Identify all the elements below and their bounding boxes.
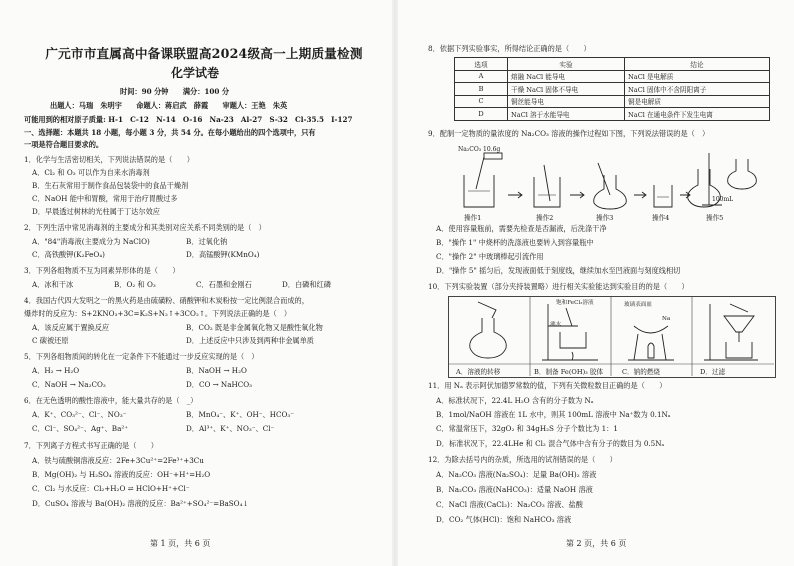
q10-caption-a: A．溶液的转移 — [456, 368, 501, 376]
exam-time-score: 时间：90 分钟 满分：100 分 — [120, 87, 230, 96]
section-instructions: 一、选择题：本题共 18 小题，每小题 3 分，共 54 分。在每小题给出的四个选项中，只有 — [24, 128, 316, 137]
question-11: 11．用 Nₐ 表示阿伏加德罗常数的值，下列有关微粒数目正确的是（ ） — [428, 381, 667, 390]
q5-option-b: B．NaOH → H₂O — [186, 366, 247, 375]
q12-option-d: D．CO₂ 气体(HCl)：饱和 NaHCO₃ 溶液 — [436, 515, 572, 524]
q9-op-label: 操作2 — [536, 214, 554, 222]
q1-option-d: D．早晨透过树林的光柱属于丁达尔效应 — [32, 207, 160, 216]
question-5: 5．下列各组物质间的转化在一定条件下不能通过一步反应实现的是（ ） — [24, 352, 259, 361]
q10-caption-d: D．过滤 — [700, 368, 726, 376]
q12-option-c: C．NaCl 溶液(CaCl₂)：Na₂CO₃ 溶液、盐酸 — [436, 500, 583, 509]
q3-option-d: D．白磷和红磷 — [282, 280, 331, 289]
page-2-footer: 第 2 页，共 6 页 — [566, 539, 627, 548]
q5-option-a: A．H₂ → H₂O — [32, 366, 80, 375]
q8-experiment-table — [454, 57, 770, 121]
table-cell: 干燥 NaCl 固体不导电 — [508, 83, 625, 96]
q12-option-b: B．Na₂CO₃ 溶液(NaHCO₃)：适量 NaOH 溶液 — [436, 485, 593, 494]
q7-option-c: C．Cl₂ 与水反应：Cl₂+H₂O ⇌ HClO+H⁺+Cl⁻ — [32, 484, 190, 493]
q1-option-a: A．Cl₂ 和 O₃ 可以作为自来水消毒剂 — [32, 168, 150, 177]
table-row — [455, 108, 770, 121]
q4-option-a: A．该反应属于置换反应 — [32, 323, 110, 332]
q2-option-d: D．高锰酸钾(KMnO₄) — [186, 250, 260, 259]
q12-option-a: A．Na₂CO₃ 溶液(Na₂SO₄)：足量 Ba(OH)₂ 溶液 — [436, 470, 597, 479]
q7-option-a: A．铁与硫酸铜溶液反应：2Fe+3Cu²⁺=2Fe³⁺+3Cu — [32, 456, 204, 465]
q9-option-b: B．"操作 1" 中烧杯的洗涤液也要转入到容量瓶中 — [436, 238, 594, 247]
q5-option-c: C．NaOH → Na₂CO₃ — [32, 380, 106, 389]
q6-option-a: A．K⁺、CO₃²⁻、Cl⁻、NO₃⁻ — [32, 410, 127, 419]
q10-na-label: Na — [662, 316, 671, 322]
q9-option-d: D．"操作 5" 摇匀后，发现液面低于刻度线，继续加水至凹液面与刻度线相切 — [436, 266, 681, 275]
q2-option-b: B．过氧化钠 — [186, 237, 228, 246]
q6-option-c: C．Cl⁻、SO₄²⁻、Ag⁺、Ba²⁺ — [32, 424, 129, 433]
question-1: 1．化学与生活密切相关，下列说法错误的是（ ） — [24, 155, 194, 164]
table-row — [455, 70, 770, 83]
question-12: 12．为除去括号内的杂质，所选用的试剂错误的是（ ） — [428, 455, 617, 464]
q7-option-d: D．CuSO₄ 溶液与 Ba(OH)₂ 溶液的反应：Ba²⁺+SO₄²⁻=BaSO₄↓ — [32, 499, 249, 508]
q10-caption-b: B．制备 Fe(OH)₃ 胶体 — [534, 368, 604, 376]
question-6: 6．在无色透明的酸性溶液中，能大量共存的是（ _） — [24, 396, 198, 405]
q9-option-c: C．"操作 2" 中玻璃棒起引流作用 — [436, 252, 544, 261]
atomic-masses: 可能用到的相对原子质量: H-1 C-12 N-14 O-16 Na-23 Al-27 S-32 Cl-35.5 I-127 — [24, 115, 353, 124]
table-cell: 铜是电解质 — [625, 95, 770, 108]
table-cell: NaCl 固体中不含阴阳离子 — [625, 83, 770, 96]
q9-op-label: 操作4 — [652, 214, 670, 222]
q2-option-a: A．"84"消毒液(主要成分为 NaClO) — [32, 237, 150, 246]
q9-option-a: A．使用容量瓶前，需要先检查是否漏液，后洗涤干净 — [436, 224, 607, 233]
q11-option-c: C．常温常压下，32gO₂ 和 34gH₂S 分子个数比为 1：1 — [436, 424, 618, 433]
q3-option-a: A．冰和干冰 — [32, 280, 74, 289]
table-header-row — [455, 58, 770, 71]
q4-option-b: B．CO₂ 既是非金属氧化物又是酸性氧化物 — [186, 323, 323, 332]
q1-option-b: B．生石灰常用于制作食品包装袋中的食品干燥剂 — [32, 181, 189, 190]
q10-fecl3-label: 饱和FeCl₃溶液 — [556, 300, 594, 306]
table-cell: NaCl 是电解质 — [625, 70, 770, 83]
question-7: 7．下列离子方程式书写正确的是（ ） — [24, 441, 158, 450]
table-cell: B — [455, 83, 508, 96]
q9-op-label: 操作5 — [706, 214, 724, 222]
question-4-cont: 爆炸时的反应为：S+2KNO₃+3C=K₂S+N₂↑+3CO₂↑。下列说法正确的是（ ） — [24, 309, 292, 318]
table-header-cell: 结论 — [625, 58, 770, 71]
q6-option-d: D．Al³⁺、K⁺、NO₃⁻、Cl⁻ — [186, 424, 275, 433]
table-cell: NaCl 在通电条件下发生电离 — [625, 108, 770, 121]
exam-page-2 — [400, 0, 794, 566]
table-cell: D — [455, 108, 508, 121]
table-cell: C — [455, 95, 508, 108]
q4-option-c: C 碳被还原 — [32, 336, 69, 345]
exam-authors: 出题人：马瑞 朱明宇 命题人：蒋启武 薛霞 审题人：王艳 朱英 — [50, 101, 288, 110]
page-1-footer: 第 1 页，共 6 页 — [150, 539, 211, 548]
q9-volume-label: 100mL — [712, 196, 734, 203]
table-header-cell: 选项 — [455, 58, 508, 71]
table-cell: 铜丝能导电 — [508, 95, 625, 108]
question-2: 2．下列生活中常见消毒剂的主要成分和其类别对应关系不同类别的是（ ） — [24, 223, 266, 232]
q5-option-d: D．CO → NaHCO₃ — [186, 380, 253, 389]
q11-option-d: D．标准状况下，22.4LHe 和 Cl₂ 混合气体中含有分子的数目为 0.5Nₐ — [436, 439, 665, 448]
q7-option-b: B．Mg(OH)₂ 与 H₂SO₄ 溶液的反应：OH⁻+H⁺=H₂O — [32, 470, 211, 479]
q10-caption-c: C．钠的燃烧 — [622, 368, 661, 376]
question-9: 9．配制一定物质的量浓度的 Na₂CO₃ 溶液的操作过程如下图，下列说法错误的是（ ） — [428, 129, 710, 138]
q11-option-a: A．标准状况下，22.4L H₂O 含有的分子数为 Nₐ — [436, 396, 594, 405]
page-fold — [392, 0, 398, 566]
section-instructions-2: 一项是符合题目要求的。 — [24, 140, 104, 149]
exam-title: 广元市市直属高中备课联盟高2024级高一上期质量检测 — [45, 46, 363, 61]
q10-water-label: 沸水 — [550, 322, 562, 328]
table-row — [455, 95, 770, 108]
q3-option-c: C．石墨和金刚石 — [196, 280, 252, 289]
q9-procedure-figure — [454, 145, 764, 220]
table-cell: NaCl 溶于水能导电 — [508, 108, 625, 121]
q9-op-label: 操作3 — [596, 214, 614, 222]
q10-apparatus-drawings — [448, 296, 774, 376]
table-cell: 熔融 NaCl 能导电 — [508, 70, 625, 83]
table-row — [455, 83, 770, 96]
q9-mass-label: Na₂CO₃ 10.6g — [458, 146, 501, 153]
q3-option-b: B．O₂ 和 O₃ — [114, 280, 156, 289]
q11-option-b: B．1mol/NaOH 溶液在 1L 水中，则其 100mL 溶液中 Na⁺数为 0.1Nₐ — [436, 410, 671, 419]
q2-option-c: C．高铁酸钾(K₂FeO₄) — [32, 250, 105, 259]
q9-op-label: 操作1 — [464, 214, 482, 222]
table-cell: A — [455, 70, 508, 83]
question-8: 8．依据下列实验事实，所得结论正确的是（ ） — [428, 44, 591, 53]
exam-page-1 — [0, 0, 390, 566]
q10-dish-label: 玻璃表面皿 — [624, 302, 652, 308]
exam-subject: 化学试卷 — [170, 66, 219, 80]
table-header-cell: 实验 — [508, 58, 625, 71]
q4-option-d: D．上述反应中只涉及到两种非金属单质 — [186, 336, 314, 345]
question-4: 4．我国古代四大发明之一的黑火药是由硫磺粉、硝酸钾和木炭粉按一定比例混合而成的， — [24, 296, 309, 305]
q6-option-b: B．MnO₄⁻、K⁺、OH⁻、HCO₃⁻ — [186, 410, 295, 419]
q1-option-c: C．NaOH 能中和胃酸，常用于治疗胃酸过多 — [32, 194, 178, 203]
question-3: 3．下列各组物质不互为同素异形体的是（ ） — [24, 266, 180, 275]
question-10: 10．下列实验装置（部分夹持装置略）进行相关实验能达到实验目的的是（ ） — [428, 282, 689, 291]
